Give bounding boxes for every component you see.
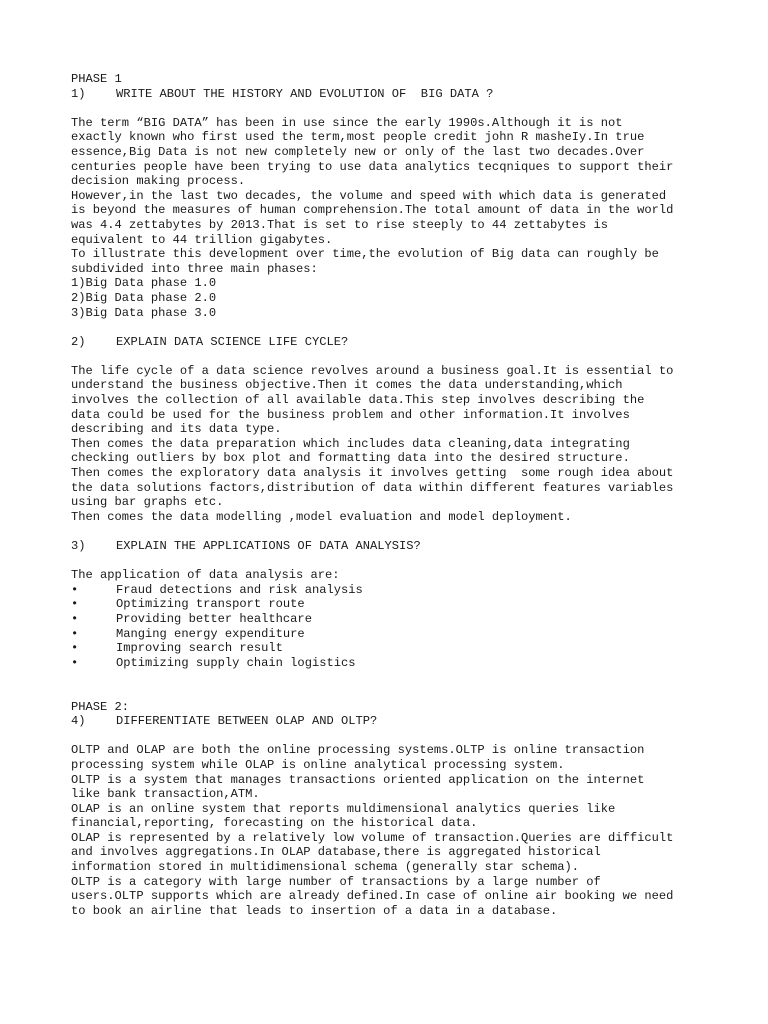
text-line: data could be used for the business problem and other information.It involves <box>71 407 630 422</box>
question-4 <box>71 714 711 729</box>
question-4-number: 4) <box>71 714 86 729</box>
text-line: 2)Big Data phase 2.0 <box>71 290 217 305</box>
text-line: OLTP is a category with large number of transactions by a large number of <box>71 874 601 889</box>
text-line: essence,Big Data is not new completely new or only of the last two decades.Over <box>71 144 645 159</box>
answer-1 <box>71 116 711 320</box>
bullet-icon: • <box>71 655 79 670</box>
bullet-icon: • <box>71 597 79 612</box>
question-2-number: 2) <box>71 334 86 349</box>
question-3-number: 3) <box>71 539 86 553</box>
text-line: involves the collection of all available data.This step involves describing the <box>71 393 645 408</box>
text-line: OLTP and OLAP are both the online processing systems.OLTP is online transaction <box>71 743 645 758</box>
text-line: The term “BIG DATA” has been in use since the early 1990s.Although it is not <box>71 115 623 130</box>
text-line: However,in the last two decades, the volume and speed with which data is generated <box>71 188 667 203</box>
text-line: OLAP is represented by a relatively low volume of transaction.Queries are difficult <box>71 830 674 845</box>
bullet-text: Fraud detections and risk analysis <box>116 582 363 597</box>
text-line: Then comes the data modelling ,model evaluation and model deployment. <box>71 509 572 524</box>
text-line: The life cycle of a data science revolves around a business goal.It is essential to <box>71 363 674 378</box>
text-line: like bank transaction,ATM. <box>71 787 260 802</box>
phase-2-heading: PHASE 2: <box>71 699 130 714</box>
text-line: processing system while OLAP is online analytical processing system. <box>71 757 565 772</box>
text-line: using bar graphs etc. <box>71 495 224 510</box>
question-1-text: WRITE ABOUT THE HISTORY AND EVOLUTION OF BIG DATA ? <box>116 86 494 101</box>
bullet-text: Optimizing supply chain logistics <box>116 655 356 670</box>
question-2 <box>71 335 711 350</box>
question-2-text: EXPLAIN DATA SCIENCE LIFE CYCLE? <box>116 334 349 349</box>
bullet-item <box>71 656 711 671</box>
bullet-item <box>71 597 711 612</box>
text-line: information stored in multidimensional schema (generally star schema). <box>71 860 580 875</box>
answer-2 <box>71 364 711 525</box>
question-1-number: 1) <box>71 86 86 101</box>
text-line: 3)Big Data phase 3.0 <box>71 305 217 320</box>
bullet-icon: • <box>71 611 79 626</box>
bullet-text: Improving search result <box>116 641 283 656</box>
text-line: To illustrate this development over time,the evolution of Big data can roughly be <box>71 247 659 262</box>
answer-3-intro: The application of data analysis are: <box>71 568 340 583</box>
text-line: equivalent to 44 trillion gigabytes. <box>71 232 333 247</box>
text-line: centuries people have been trying to use data analytics tecqniques to support their <box>71 159 674 174</box>
answer-3-bullets <box>71 583 711 671</box>
text-line: Then comes the data preparation which includes data cleaning,data integrating <box>71 436 630 451</box>
question-3-text: EXPLAIN THE APPLICATIONS OF DATA ANALYSIS? <box>116 539 421 553</box>
text-line: understand the business objective.Then it comes the data understanding,which <box>71 378 623 393</box>
bullet-item <box>71 627 711 642</box>
bullet-text: Optimizing transport route <box>116 597 305 612</box>
bullet-item <box>71 641 711 656</box>
text-line: the data solutions factors,distribution of data within different features variables <box>71 480 674 495</box>
bullet-text: Manging energy expenditure <box>116 626 305 641</box>
document-body <box>71 72 711 918</box>
question-1 <box>71 87 711 102</box>
text-line: financial,reporting, forecasting on the historical data. <box>71 816 478 831</box>
text-line: describing and its data type. <box>71 422 282 437</box>
text-line: checking outliers by box plot and formatting data into the desired structure. <box>71 451 630 466</box>
bullet-icon: • <box>71 641 79 656</box>
text-line: was 4.4 zettabytes by 2013.That is set to rise steeply to 44 zettabytes is <box>71 217 609 232</box>
text-line: OLAP is an online system that reports muldimensional analytics queries like <box>71 801 616 816</box>
text-line: decision making process. <box>71 174 246 189</box>
bullet-text: Providing better healthcare <box>116 611 312 626</box>
text-line: subdivided into three main phases: <box>71 261 318 276</box>
bullet-item <box>71 612 711 627</box>
text-line: Then comes the exploratory data analysis it involves getting some rough idea about <box>71 466 674 481</box>
text-line: to book an airline that leads to insertion of a data in a database. <box>71 903 558 918</box>
bullet-item <box>71 583 711 598</box>
text-line: OLTP is a system that manages transactions oriented application on the internet <box>71 772 645 787</box>
question-4-text: DIFFERENTIATE BETWEEN OLAP AND OLTP? <box>116 714 378 729</box>
text-line: users.OLTP supports which are already defined.In case of online air booking we need <box>71 889 674 904</box>
answer-4 <box>71 743 711 918</box>
question-3 <box>71 539 711 554</box>
bullet-icon: • <box>71 582 79 597</box>
text-line: is beyond the measures of human comprehension.The total amount of data in the world <box>71 203 674 218</box>
text-line: and involves aggregations.In OLAP database,there is aggregated historical <box>71 845 601 860</box>
phase-1-heading: PHASE 1 <box>71 72 122 86</box>
bullet-icon: • <box>71 626 79 641</box>
text-line: 1)Big Data phase 1.0 <box>71 276 217 291</box>
text-line: exactly known who first used the term,most people credit john R masheIy.In true <box>71 130 645 145</box>
